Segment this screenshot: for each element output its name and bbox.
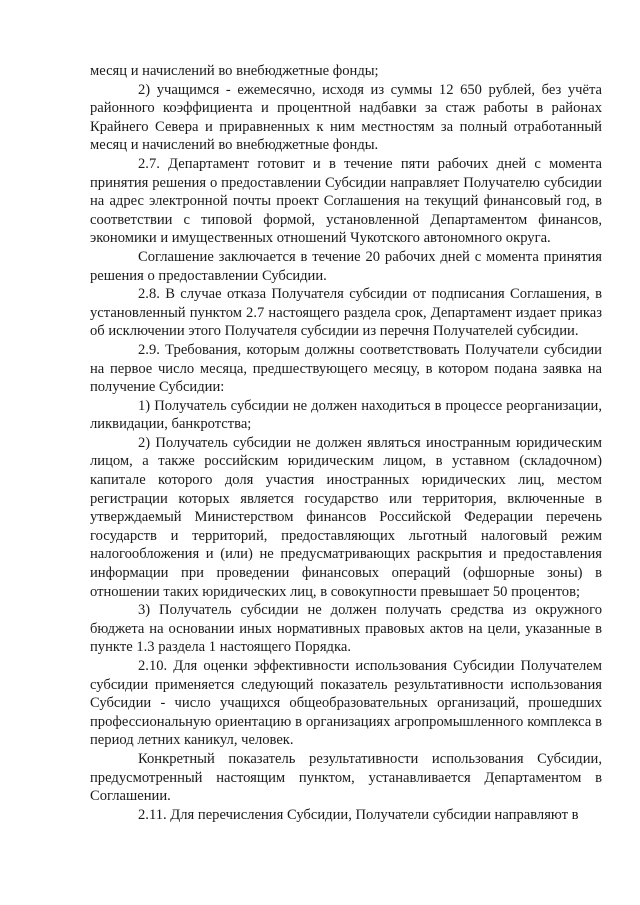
paragraph-8: 2) Получатель субсидии не должен являться иностранным юридическим лицом, а также российским юридическим лицом, в уставном (складочном) капитале которого доля участия иностранных юридических лиц, местом регистрации которых является государство или территория, включенные в утверждаемый Министерством финансов Российской Федерации перечень государств и территорий, предоставляющих льготный налоговый режим налогообложения и (или) не предусматривающих раскрытия и предоставления информации при проведении финансовых операций (офшорные зоны) в отношении таких юридических лиц, в совокупности превышает 50 процентов;: [90, 434, 602, 600]
paragraph-1: месяц и начислений во внебюджетные фонды;: [90, 63, 379, 79]
paragraph-6: 2.9. Требования, которым должны соответствовать Получатели субсидии на первое число месяца, предшествующего месяцу, в котором подана заявка на получение Субсидии:: [90, 341, 602, 396]
paragraph-9: 3) Получатель субсидии не должен получать средства из окружного бюджета на основании иных нормативных правовых актов на цели, указанные в пункте 1.3 раздела 1 настоящего Порядка.: [90, 602, 602, 656]
paragraph-5: 2.8. В случае отказа Получателя субсидии от подписания Соглашения, в установленный пунктом 2.7 настоящего раздела срок, Департамент издает приказ об исключении этого Получателя субсидии из перечня Получателей субсидии.: [90, 286, 602, 340]
paragraph-3: 2.7. Департамент готовит и в течение пяти рабочих дней с момента принятия решения о предоставлении Субсидии направляет Получателю субсидии на адрес электронной почты проект Соглашения на текущий финансовый год, в соответствии с типовой формой, установленной Департаментом финансов, экономики и имущественных отношений Чукотского автономного округа.: [90, 155, 602, 247]
paragraph-7: 1) Получатель субсидии не должен находиться в процессе реорганизации, ликвидации, банкротства;: [90, 397, 602, 433]
paragraph-11: Конкретный показатель результативности использования Субсидии, предусмотренный настоящим пунктом, устанавливается Департаментом в Соглашении.: [90, 750, 602, 805]
document-page: [90, 62, 602, 824]
paragraph-2: 2) учащимся - ежемесячно, исходя из суммы 12 650 рублей, без учёта районного коэффициента и процентной надбавки за стаж работы в районах Крайнего Севера и приравненных к ним местностям за полный отработанный месяц и начислений во внебюджетные фонды.: [90, 81, 602, 154]
paragraph-10: 2.10. Для оценки эффективности использования Субсидии Получателем субсидии применяется следующий показатель результативности использования Субсидии - число учащихся общеобразовательных организаций, прошедших профессиональную ориентацию в организациях агропромышленного комплекса в период летних каникул, человек.: [90, 658, 602, 749]
paragraph-4: Соглашение заключается в течение 20 рабочих дней с момента принятия решения о предоставлении Субсидии.: [90, 248, 602, 284]
paragraph-12: 2.11. Для перечисления Субсидии, Получатели субсидии направляют в: [138, 806, 579, 823]
